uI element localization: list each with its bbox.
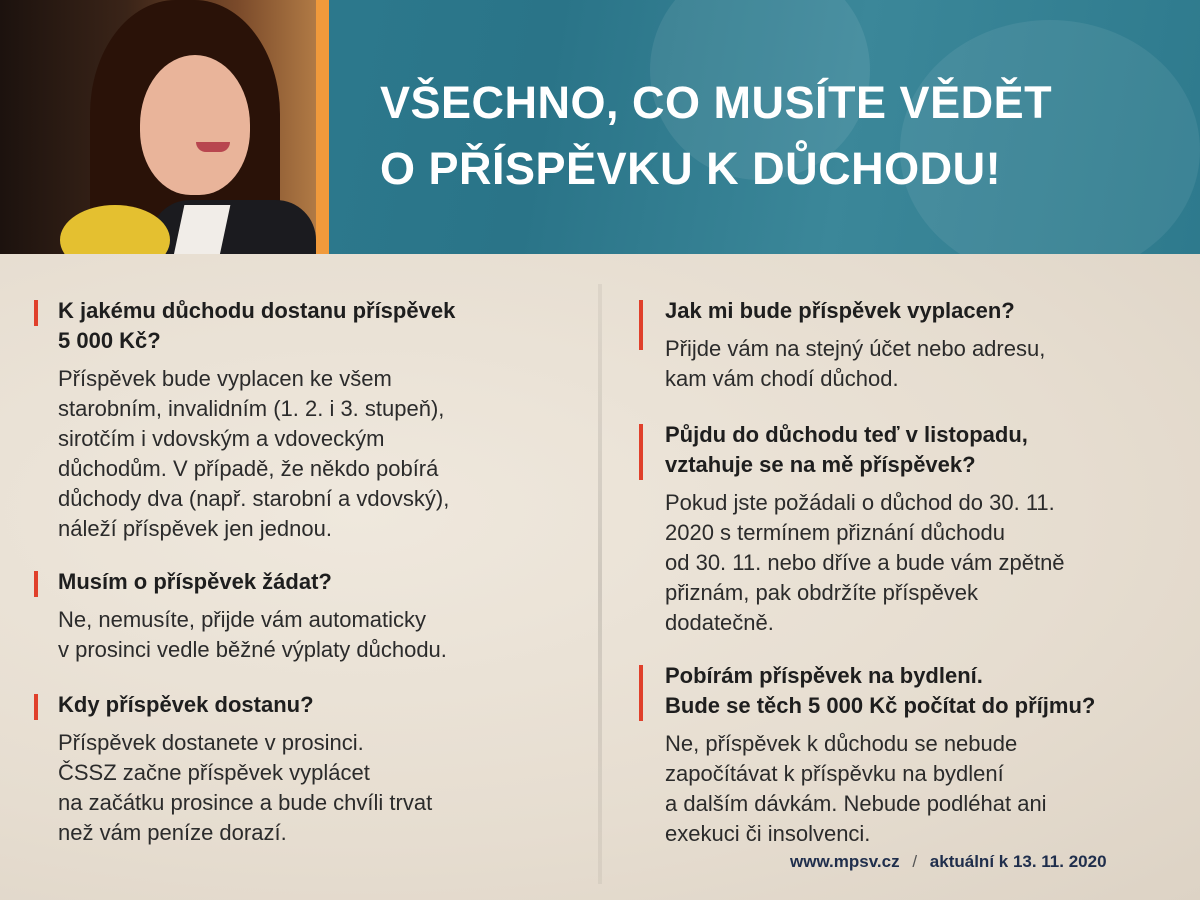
answer: Přijde vám na stejný účet nebo adresu, kam vám chodí důchod. (665, 336, 1046, 391)
faq-item-right-2 (665, 420, 1065, 638)
website-link[interactable]: www.mpsv.cz (790, 852, 900, 871)
question-marker (34, 694, 38, 720)
title-line-2: O PŘÍSPĚVKU K DŮCHODU! (380, 143, 1002, 194)
faq-content (0, 254, 1200, 900)
question: Kdy příspěvek dostanu? (58, 692, 314, 717)
question: Pobírám příspěvek na bydlení. Bude se těch 5 000 Kč počítat do příjmu? (665, 663, 1096, 718)
answer: Příspěvek dostanete v prosinci. ČSSZ začne příspěvek vyplácet na začátku prosince a bude chvíli trvat než vám peníze dorazí. (58, 730, 433, 845)
footer (790, 852, 1107, 872)
faq-item-right-3 (665, 661, 1095, 849)
question-marker (34, 571, 38, 597)
question-marker (34, 300, 38, 326)
footer-separator: / (912, 852, 918, 871)
column-divider (598, 284, 602, 884)
question-marker (639, 665, 643, 721)
page-title (380, 70, 1180, 202)
question: K jakému důchodu dostanu příspěvek 5 000 Kč? (58, 298, 456, 353)
faq-item-right-1 (665, 296, 1045, 394)
answer: Ne, příspěvek k důchodu se nebude započítávat k příspěvku na bydlení a dalším dávkám. Nebude podléhat ani exekuci či insolvenci. (665, 731, 1047, 846)
portrait-photo (0, 0, 316, 254)
question: Půjdu do důchodu teď v listopadu, vztahuje se na mě příspěvek? (665, 422, 1028, 477)
question-marker (639, 300, 643, 350)
update-date: aktuální k 13. 11. 2020 (929, 852, 1107, 871)
answer: Pokud jste požádali o důchod do 30. 11. 2020 s termínem přiznání důchodu od 30. 11. nebo dříve a bude vám zpětně přiznám, pak obdržíte příspěvek dodatečně. (665, 490, 1065, 635)
faq-item-left-3 (58, 690, 432, 848)
title-line-1: VŠECHNO, CO MUSÍTE VĚDĚT (380, 77, 1053, 128)
faq-item-left-1 (58, 296, 455, 544)
accent-stripe (316, 0, 329, 254)
question: Jak mi bude příspěvek vyplacen? (665, 298, 1015, 323)
answer: Příspěvek bude vyplacen ke všem starobním, invalidním (1. 2. i 3. stupeň), sirotčím i vdovským a vdoveckým důchodům. V případě, že někdo pobírá důchody dva (např. starobní a vdovský), náleží příspěvek jen jednou. (58, 366, 450, 541)
faq-item-left-2 (58, 567, 447, 665)
question-marker (639, 424, 643, 480)
question: Musím o příspěvek žádat? (58, 569, 332, 594)
answer: Ne, nemusíte, přijde vám automaticky v prosinci vedle běžné výplaty důchodu. (58, 607, 447, 662)
